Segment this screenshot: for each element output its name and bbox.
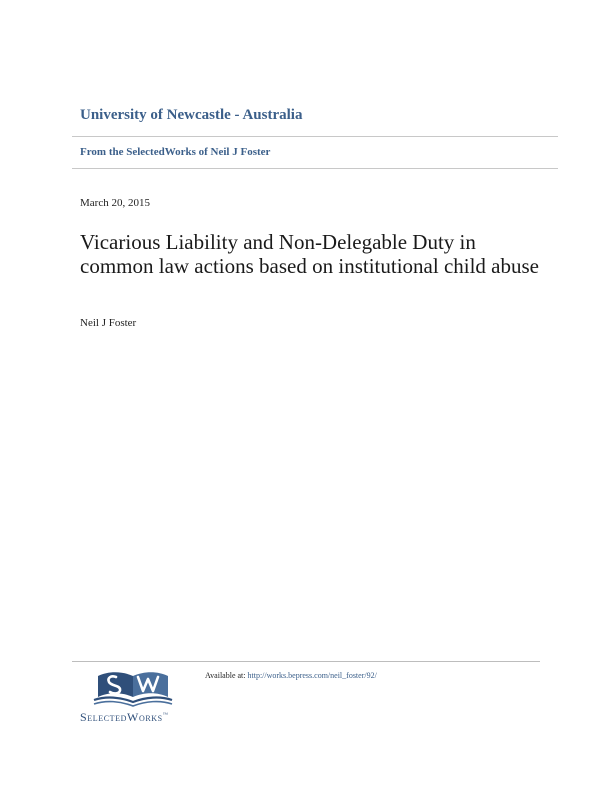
selectedworks-logo-icon: [92, 667, 174, 707]
selectedworks-author-link[interactable]: From the SelectedWorks of Neil J Foster: [80, 146, 271, 158]
publication-date: March 20, 2015: [80, 197, 150, 209]
divider: [72, 168, 558, 169]
selectedworks-logo-text: SelectedWorks™: [80, 710, 168, 724]
document-title: Vicarious Liability and Non-Delegable Duty in common law actions based on institutional child abuse: [80, 230, 539, 278]
available-at-label: Available at:: [205, 671, 246, 680]
footer-divider: [72, 661, 540, 662]
available-at-url-link[interactable]: http://works.bepress.com/neil_foster/92/: [247, 671, 377, 680]
available-at: [205, 671, 377, 680]
document-author: Neil J Foster: [80, 317, 137, 329]
institution-link[interactable]: University of Newcastle - Australia: [80, 107, 303, 123]
divider: [72, 136, 558, 137]
